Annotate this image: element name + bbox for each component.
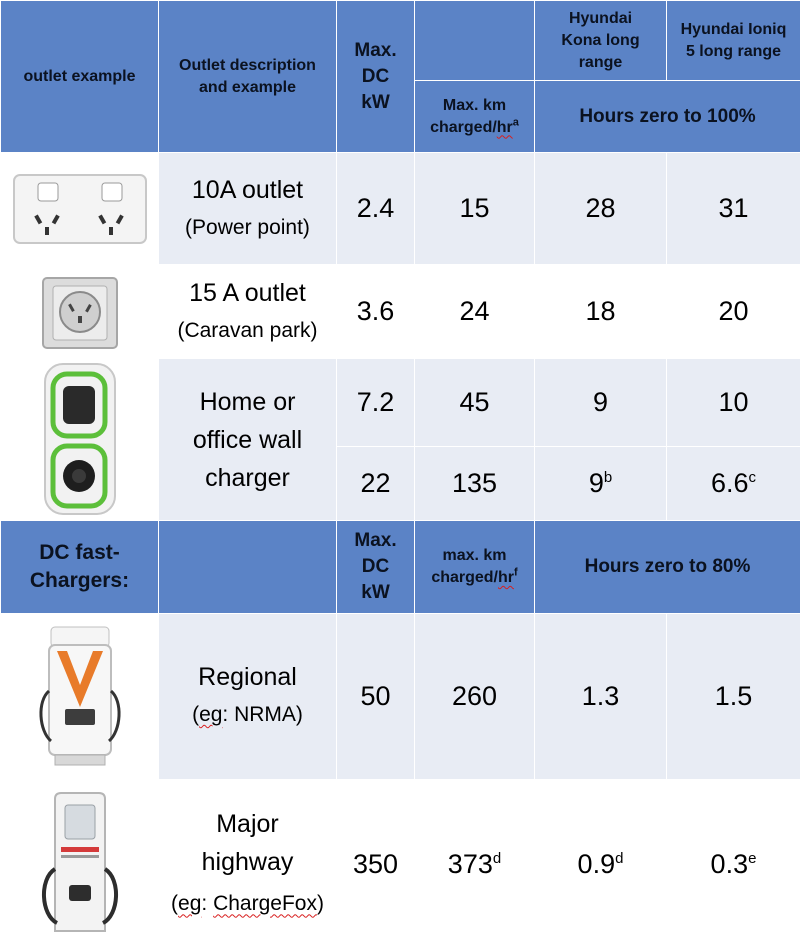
header-outlet-description: Outlet description and example xyxy=(159,1,337,153)
row-wall-22kw-ioniq-value: 6.6 xyxy=(710,468,749,499)
header-outlet-example: outlet example xyxy=(1,1,159,153)
regional-dc-charger-icon xyxy=(1,613,159,779)
header2-max-dc-kw: Max. DC kW xyxy=(337,521,415,613)
row-wall-7kw-km: 45 xyxy=(415,359,535,447)
dc-highway-kona-value: 0.9 xyxy=(577,848,616,879)
dc-highway-brand: ChargeFox xyxy=(213,892,317,916)
row-wall-description: Home or office wall charger xyxy=(159,359,337,521)
dc-highway-colon: : xyxy=(201,892,214,916)
header2-km-unit: hr xyxy=(498,569,514,587)
row-15a-km: 24 xyxy=(415,265,535,359)
header-max-dc-kw: Max. DC kW xyxy=(337,1,415,153)
dc-regional-org: : NRMA) xyxy=(222,703,303,727)
header-km-charged xyxy=(415,81,535,153)
row-10a-description xyxy=(159,153,337,265)
row-wall-22kw-ioniq-sup: c xyxy=(748,469,757,487)
row-10a-desc-main: 10A outlet xyxy=(191,175,304,204)
row-10a-ioniq: 31 xyxy=(667,153,800,265)
double-power-point-icon xyxy=(1,153,159,265)
weatherproof-outlet-icon xyxy=(1,265,159,359)
header-hours-100: Hours zero to 100% xyxy=(535,81,800,153)
dc-regional-kw: 50 xyxy=(337,613,415,779)
row-10a-kona: 28 xyxy=(535,153,667,265)
dc-highway-kona xyxy=(535,779,667,949)
row-15a-desc-sub: (Caravan park) xyxy=(177,318,318,342)
row-15a-kona: 18 xyxy=(535,265,667,359)
km-charged-sup: a xyxy=(512,116,519,129)
dc-highway-description xyxy=(159,779,337,949)
row-wall-22kw-kw: 22 xyxy=(337,447,415,521)
header-kona: Hyundai Kona long range xyxy=(535,1,667,81)
row-15a-description xyxy=(159,265,337,359)
dc-highway-eg: eg xyxy=(178,892,202,916)
highway-dc-charger-icon xyxy=(1,779,159,949)
dc-highway-desc-main: Major highway xyxy=(201,810,294,877)
header2-km-sup: f xyxy=(514,566,518,579)
dc-highway-km-value: 373 xyxy=(447,848,493,879)
row-10a-kw: 2.4 xyxy=(337,153,415,265)
dc-highway-desc-sub xyxy=(169,885,326,923)
dc-regional-ioniq: 1.5 xyxy=(667,613,800,779)
header-ioniq: Hyundai Ioniq 5 long range xyxy=(667,1,800,81)
dc-highway-km xyxy=(415,779,535,949)
row-15a-desc-main: 15 A outlet xyxy=(189,278,306,307)
dc-regional-description xyxy=(159,613,337,779)
row-wall-22kw-km: 135 xyxy=(415,447,535,521)
header2-empty xyxy=(159,521,337,613)
dc-regional-kona: 1.3 xyxy=(535,613,667,779)
row-wall-22kw-ioniq xyxy=(667,447,800,521)
row-wall-7kw-ioniq: 10 xyxy=(667,359,800,447)
header-hours-80: Hours zero to 80% xyxy=(535,521,800,613)
row-wall-7kw-kona: 9 xyxy=(535,359,667,447)
row-wall-22kw-kona-sup: b xyxy=(603,469,613,487)
dc-highway-ioniq xyxy=(667,779,800,949)
dc-highway-kw: 350 xyxy=(337,779,415,949)
header2-km-label: max. km charged/ xyxy=(431,547,507,587)
header-dc-fast-chargers: DC fast-Chargers: xyxy=(1,521,159,613)
dc-highway-ioniq-sup: e xyxy=(748,849,757,867)
km-charged-label: Max. km charged/ xyxy=(430,96,507,136)
row-15a-ioniq: 20 xyxy=(667,265,800,359)
dc-regional-eg: eg xyxy=(199,703,223,727)
row-wall-22kw-kona-value: 9 xyxy=(588,468,604,499)
dc-highway-kona-sup: d xyxy=(615,849,624,867)
row-15a-kw: 3.6 xyxy=(337,265,415,359)
dc-regional-paren: ( xyxy=(192,703,200,727)
dc-highway-paren: ( xyxy=(171,892,179,916)
row-wall-7kw-kw: 7.2 xyxy=(337,359,415,447)
km-charged-unit: hr xyxy=(496,118,513,136)
row-10a-desc-sub: (Power point) xyxy=(185,215,310,239)
dc-highway-ioniq-value: 0.3 xyxy=(710,848,749,879)
row-wall-22kw-kona xyxy=(535,447,667,521)
dc-regional-desc-sub xyxy=(159,696,336,734)
dc-highway-close: ) xyxy=(316,892,324,916)
header-empty xyxy=(415,1,535,81)
header2-km-charged xyxy=(415,521,535,613)
row-10a-km: 15 xyxy=(415,153,535,265)
dc-regional-desc-main: Regional xyxy=(198,663,297,692)
dc-highway-km-sup: d xyxy=(492,849,502,867)
dc-regional-km: 260 xyxy=(415,613,535,779)
wall-charger-icon xyxy=(1,359,159,521)
